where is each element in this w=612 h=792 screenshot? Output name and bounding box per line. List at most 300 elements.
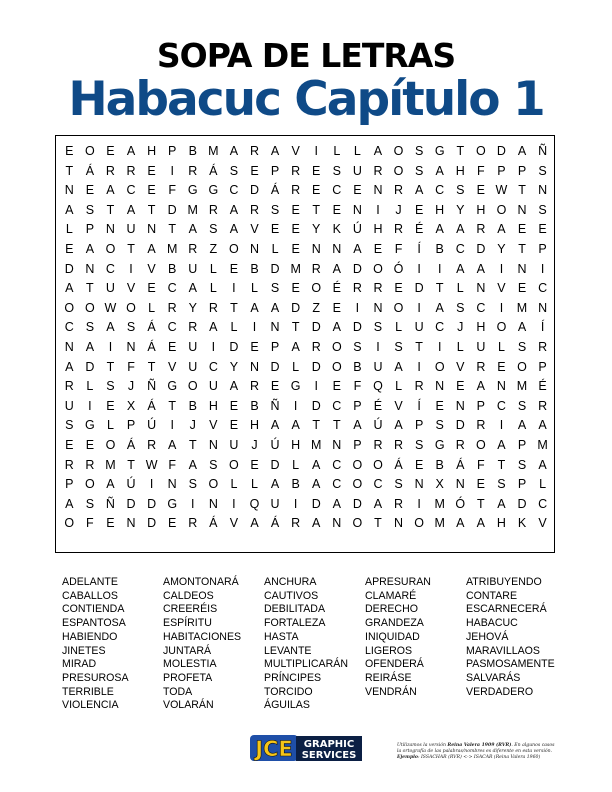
grid-letter: C — [476, 300, 486, 315]
grid-letter: N — [538, 300, 548, 315]
grid-row — [59, 397, 553, 417]
word-item: CONTARE — [466, 589, 518, 602]
grid-letter: O — [187, 379, 198, 394]
grid-row — [59, 181, 553, 201]
grid-letter: I — [499, 300, 504, 315]
grid-letter: A — [332, 320, 341, 335]
grid-letter: R — [394, 496, 404, 511]
grid-letter: E — [168, 516, 177, 531]
grid-letter: E — [229, 418, 239, 433]
grid-row — [59, 220, 553, 240]
grid-letter: I — [499, 261, 504, 276]
grid-letter: H — [373, 222, 383, 237]
grid-letter: E — [229, 261, 239, 276]
grid-letter: N — [126, 516, 136, 531]
word-item: PRESUROSA — [62, 671, 129, 684]
grid-letter: N — [538, 183, 548, 198]
grid-letter: D — [64, 261, 74, 276]
grid-letter: P — [517, 163, 527, 178]
grid-letter: M — [208, 144, 219, 158]
grid-letter: R — [126, 163, 136, 178]
grid-letter: B — [435, 241, 444, 256]
word-item: VERDADERO — [466, 685, 534, 698]
grid-letter: S — [353, 339, 362, 354]
word-item: HABITACIONES — [163, 630, 242, 643]
grid-letter: C — [496, 398, 506, 413]
grid-letter: V — [456, 359, 465, 374]
grid-letter: A — [270, 418, 280, 433]
grid-letter: M — [434, 516, 445, 531]
grid-letter: D — [455, 418, 465, 433]
grid-letter: A — [291, 339, 300, 354]
grid-letter: Ú — [126, 477, 136, 492]
grid-letter: J — [127, 379, 135, 394]
grid-letter: K — [332, 222, 341, 237]
grid-letter: G — [434, 437, 445, 452]
note-example-text: : ISSACHAR (RVR) <-> ISACAR (Reina Valera 1960) — [417, 755, 541, 760]
grid-letter: T — [168, 398, 176, 413]
grid-letter: I — [417, 496, 421, 511]
grid-letter: M — [311, 437, 322, 452]
grid-letter: T — [127, 241, 135, 256]
grid-letter: N — [332, 241, 342, 256]
grid-letter: E — [435, 398, 444, 413]
grid-row — [59, 514, 553, 534]
grid-letter: N — [105, 222, 115, 237]
grid-letter: A — [229, 144, 239, 158]
grid-letter: V — [126, 281, 136, 296]
grid-letter: A — [456, 516, 465, 531]
grid-letter: U — [208, 379, 218, 394]
grid-letter: Í — [417, 398, 421, 413]
grid-letter: E — [250, 163, 259, 178]
grid-letter: L — [395, 320, 403, 335]
grid-letter: O — [393, 163, 404, 178]
grid-letter: É — [332, 281, 341, 296]
grid-letter: I — [355, 300, 360, 315]
grid-letter: O — [85, 144, 95, 158]
grid-letter: D — [476, 241, 486, 256]
grid-letter: V — [291, 144, 300, 158]
grid-letter: I — [170, 163, 174, 178]
grid-letter: P — [497, 163, 506, 178]
grid-letter: C — [332, 183, 342, 198]
grid-letter: D — [270, 457, 280, 472]
grid-row — [59, 358, 553, 378]
grid-letter: E — [147, 183, 156, 198]
grid-letter: A — [85, 339, 95, 354]
grid-letter: I — [129, 261, 133, 276]
word-item: JUNTARÁ — [163, 644, 212, 657]
grid-letter: A — [332, 261, 341, 276]
grid-letter: E — [497, 359, 506, 374]
grid-letter: H — [476, 320, 486, 335]
grid-letter: N — [517, 261, 527, 276]
grid-letter: I — [314, 379, 318, 394]
grid-letter: I — [499, 418, 504, 433]
grid-letter: N — [373, 300, 383, 315]
grid-letter: T — [332, 418, 341, 433]
grid-letter: T — [188, 437, 197, 452]
grid-letter: V — [147, 261, 156, 276]
grid-letter: N — [208, 437, 218, 452]
grid-letter: B — [291, 477, 300, 492]
grid-letter: D — [311, 320, 321, 335]
grid-letter: P — [85, 222, 95, 237]
grid-letter: T — [435, 281, 444, 296]
grid-letter: T — [86, 281, 94, 296]
grid-letter: S — [126, 320, 136, 335]
grid-letter: Á — [270, 516, 280, 531]
word-item: ATRIBUYENDO — [466, 576, 542, 588]
grid-letter: O — [496, 202, 507, 217]
grid-row — [59, 456, 553, 476]
grid-letter: H — [249, 418, 259, 433]
grid-letter: P — [353, 437, 362, 452]
grid-letter: A — [435, 300, 444, 315]
grid-letter: A — [497, 496, 506, 511]
grid-letter: S — [209, 222, 218, 237]
grid-letter: T — [106, 359, 115, 374]
grid-letter: A — [126, 202, 136, 217]
grid-row — [59, 260, 553, 280]
grid-letter: E — [106, 144, 115, 158]
grid-letter: R — [394, 222, 404, 237]
letter-grid — [59, 142, 553, 534]
grid-letter: R — [291, 183, 301, 198]
note-example-label: Ejemplo — [397, 755, 418, 760]
grid-letter: G — [85, 418, 95, 433]
word-item: LIGEROS — [365, 644, 413, 657]
grid-letter: P — [270, 339, 280, 354]
grid-letter: E — [65, 437, 74, 452]
grid-letter: R — [188, 516, 198, 531]
grid-letter: Y — [188, 300, 197, 315]
grid-letter: O — [85, 300, 95, 315]
word-item: JEHOVÁ — [466, 630, 509, 643]
logo-line1: GRAPHIC — [303, 739, 355, 750]
grid-letter: R — [311, 261, 321, 276]
grid-letter: E — [147, 163, 156, 178]
grid-letter: I — [108, 339, 113, 354]
grid-letter: L — [106, 418, 114, 433]
grid-letter: L — [539, 477, 547, 492]
grid-letter: A — [85, 241, 95, 256]
grid-letter: D — [352, 320, 362, 335]
grid-letter: A — [250, 300, 259, 315]
grid-row — [59, 279, 553, 299]
grid-letter: I — [540, 261, 545, 276]
grid-letter: L — [456, 281, 464, 296]
grid-letter: J — [189, 418, 196, 433]
word-column — [62, 576, 163, 713]
word-item: JINETES — [62, 644, 106, 657]
grid-letter: R — [85, 457, 95, 472]
grid-letter: O — [475, 144, 486, 158]
grid-letter: R — [538, 398, 548, 413]
grid-letter: A — [188, 457, 197, 472]
grid-letter: I — [191, 496, 195, 511]
grid-letter: S — [394, 339, 403, 354]
grid-letter: Á — [147, 339, 156, 354]
grid-letter: E — [291, 241, 300, 256]
grid-letter: A — [126, 144, 136, 158]
grid-letter: E — [168, 339, 177, 354]
word-column — [365, 576, 466, 713]
grid-letter: L — [86, 379, 94, 394]
grid-letter: E — [291, 222, 300, 237]
grid-letter: S — [270, 202, 280, 217]
grid-row — [59, 162, 553, 182]
word-item: CONTIENDA — [62, 603, 125, 616]
grid-letter: Á — [147, 320, 156, 335]
grid-letter: A — [65, 202, 74, 217]
grid-letter: T — [291, 320, 300, 335]
grid-letter: D — [147, 516, 157, 531]
grid-letter: F — [127, 359, 135, 374]
grid-letter: Ú — [352, 222, 362, 237]
grid-letter: U — [373, 359, 383, 374]
word-item: TODA — [163, 685, 193, 698]
grid-letter: C — [373, 477, 383, 492]
grid-letter: T — [477, 496, 485, 511]
grid-letter: Á — [126, 437, 136, 452]
grid-letter: C — [538, 496, 548, 511]
grid-row — [59, 416, 553, 436]
grid-letter: A — [106, 183, 115, 198]
grid-letter: H — [208, 398, 218, 413]
word-item: GRANDEZA — [365, 617, 424, 630]
grid-letter: S — [85, 320, 95, 335]
grid-letter: A — [65, 359, 74, 374]
grid-row — [59, 495, 553, 515]
grid-letter: A — [497, 222, 506, 237]
version-note — [397, 743, 557, 761]
grid-letter: É — [373, 398, 383, 413]
word-item: SALVARÁS — [466, 671, 521, 684]
grid-row — [59, 142, 553, 162]
grid-letter: V — [168, 359, 177, 374]
grid-letter: C — [167, 281, 177, 296]
word-item: HABIENDO — [62, 630, 118, 643]
grid-letter: N — [373, 183, 383, 198]
grid-letter: Á — [209, 163, 218, 178]
grid-letter: F — [168, 183, 176, 198]
grid-letter: P — [517, 477, 527, 492]
grid-row — [59, 436, 553, 456]
grid-letter: I — [170, 418, 174, 433]
grid-letter: D — [352, 496, 362, 511]
grid-letter: S — [394, 477, 403, 492]
word-item: OFENDERÁ — [365, 658, 424, 671]
grid-letter: A — [291, 418, 300, 433]
grid-letter: R — [249, 202, 259, 217]
grid-letter: E — [291, 281, 300, 296]
grid-letter: O — [393, 300, 404, 315]
grid-letter: N — [249, 359, 259, 374]
grid-letter: E — [353, 183, 362, 198]
grid-letter: D — [311, 496, 321, 511]
grid-letter: U — [188, 359, 198, 374]
grid-letter: J — [251, 437, 258, 452]
grid-letter: M — [105, 457, 116, 472]
grid-letter: D — [311, 398, 321, 413]
grid-letter: E — [394, 281, 403, 296]
grid-letter: T — [106, 202, 115, 217]
grid-letter: Y — [497, 241, 506, 256]
grid-letter: P — [538, 359, 547, 374]
grid-letter: W — [495, 183, 508, 198]
grid-letter: U — [270, 496, 280, 511]
grid-letter: D — [352, 261, 362, 276]
word-item: DEBILITADA — [264, 603, 326, 616]
grid-letter: Á — [147, 398, 156, 413]
grid-letter: R — [373, 281, 383, 296]
grid-letter: E — [332, 379, 341, 394]
word-item: REIRÁSE — [365, 671, 412, 684]
word-column — [264, 576, 365, 713]
grid-letter: A — [106, 477, 115, 492]
grid-letter: A — [476, 261, 486, 276]
grid-letter: O — [414, 516, 424, 531]
grid-letter: D — [126, 496, 136, 511]
word-list — [62, 576, 567, 713]
grid-letter: E — [476, 183, 486, 198]
grid-letter: Í — [540, 320, 545, 335]
grid-letter: I — [293, 496, 298, 511]
grid-letter: D — [270, 359, 280, 374]
grid-letter: U — [476, 339, 486, 354]
grid-letter: A — [270, 300, 280, 315]
grid-letter: I — [417, 300, 421, 315]
grid-letter: R — [476, 359, 486, 374]
grid-letter: O — [352, 457, 363, 472]
grid-letter: H — [435, 202, 445, 217]
grid-letter: G — [167, 379, 178, 394]
grid-letter: S — [188, 477, 197, 492]
grid-row — [59, 475, 553, 495]
grid-letter: E — [456, 379, 465, 394]
grid-letter: Ñ — [270, 398, 280, 413]
grid-letter: N — [249, 241, 259, 256]
grid-letter: O — [229, 241, 239, 256]
grid-letter: L — [395, 379, 403, 394]
word-item: VIOLENCIA — [62, 699, 119, 712]
grid-letter: L — [230, 477, 238, 492]
grid-letter: N — [352, 202, 362, 217]
grid-letter: A — [435, 222, 444, 237]
grid-letter: D — [496, 144, 506, 158]
grid-letter: R — [188, 163, 198, 178]
grid-letter: E — [229, 398, 239, 413]
grid-letter: R — [476, 418, 486, 433]
grid-letter: N — [85, 261, 95, 276]
grid-letter: A — [394, 359, 403, 374]
grid-letter: F — [477, 163, 485, 178]
grid-letter: V — [229, 516, 239, 531]
grid-letter: E — [312, 183, 321, 198]
word-item: HASTA — [264, 630, 299, 643]
grid-letter: H — [455, 163, 465, 178]
grid-letter: X — [126, 398, 136, 413]
grid-letter: S — [517, 457, 527, 472]
grid-letter: C — [167, 320, 177, 335]
grid-letter: O — [105, 241, 116, 256]
grid-letter: C — [332, 477, 342, 492]
grid-letter: A — [435, 163, 444, 178]
grid-letter: A — [106, 320, 115, 335]
grid-letter: E — [373, 241, 383, 256]
grid-letter: M — [516, 379, 528, 394]
word-item: HABACUC — [466, 617, 518, 630]
grid-letter: D — [311, 359, 321, 374]
grid-letter: I — [417, 359, 421, 374]
word-item: PRÍNCIPES — [264, 671, 322, 684]
grid-letter: L — [456, 339, 464, 354]
grid-letter: A — [270, 477, 280, 492]
grid-letter: G — [187, 183, 198, 198]
grid-letter: T — [518, 183, 526, 198]
grid-letter: N — [270, 320, 280, 335]
grid-letter: E — [270, 379, 280, 394]
grid-letter: L — [230, 320, 238, 335]
grid-letter: O — [517, 359, 527, 374]
grid-letter: C — [332, 398, 342, 413]
grid-letter: R — [394, 183, 404, 198]
grid-letter: N — [311, 241, 321, 256]
word-item: LEVANTE — [264, 644, 312, 657]
grid-letter: M — [434, 496, 445, 511]
word-item: ESCARNECERÁ — [466, 603, 547, 616]
grid-letter: A — [65, 496, 74, 511]
grid-letter: O — [475, 437, 486, 452]
grid-letter: B — [250, 261, 259, 276]
grid-letter: O — [229, 457, 239, 472]
grid-letter: X — [435, 477, 444, 492]
grid-letter: A — [373, 496, 383, 511]
grid-letter: E — [291, 202, 300, 217]
grid-letter: K — [517, 516, 527, 531]
grid-letter: V — [497, 281, 506, 296]
grid-letter: A — [353, 418, 362, 433]
word-item: CREERÉIS — [163, 603, 218, 616]
grid-letter: I — [437, 339, 442, 354]
grid-letter: Ó — [393, 261, 404, 276]
grid-letter: L — [148, 300, 156, 315]
grid-letter: E — [250, 339, 259, 354]
grid-row — [59, 338, 553, 358]
page-title: Habacuc Capítulo 1 — [68, 72, 544, 127]
grid-letter: A — [229, 202, 239, 217]
grid-letter: R — [105, 163, 115, 178]
grid-letter: I — [437, 261, 442, 276]
grid-letter: S — [456, 183, 465, 198]
grid-letter: A — [517, 320, 527, 335]
grid-letter: N — [496, 379, 506, 394]
grid-letter: A — [332, 496, 341, 511]
word-column — [163, 576, 264, 713]
grid-letter: P — [476, 398, 486, 413]
grid-letter: O — [85, 477, 95, 492]
grid-letter: D — [167, 202, 177, 217]
grid-letter: É — [538, 379, 547, 394]
grid-letter: E — [332, 300, 341, 315]
grid-letter: N — [435, 379, 445, 394]
grid-row — [59, 201, 553, 221]
grid-letter: A — [456, 261, 465, 276]
grid-letter: T — [374, 516, 382, 531]
word-item: ESPÍRITU — [163, 617, 212, 630]
